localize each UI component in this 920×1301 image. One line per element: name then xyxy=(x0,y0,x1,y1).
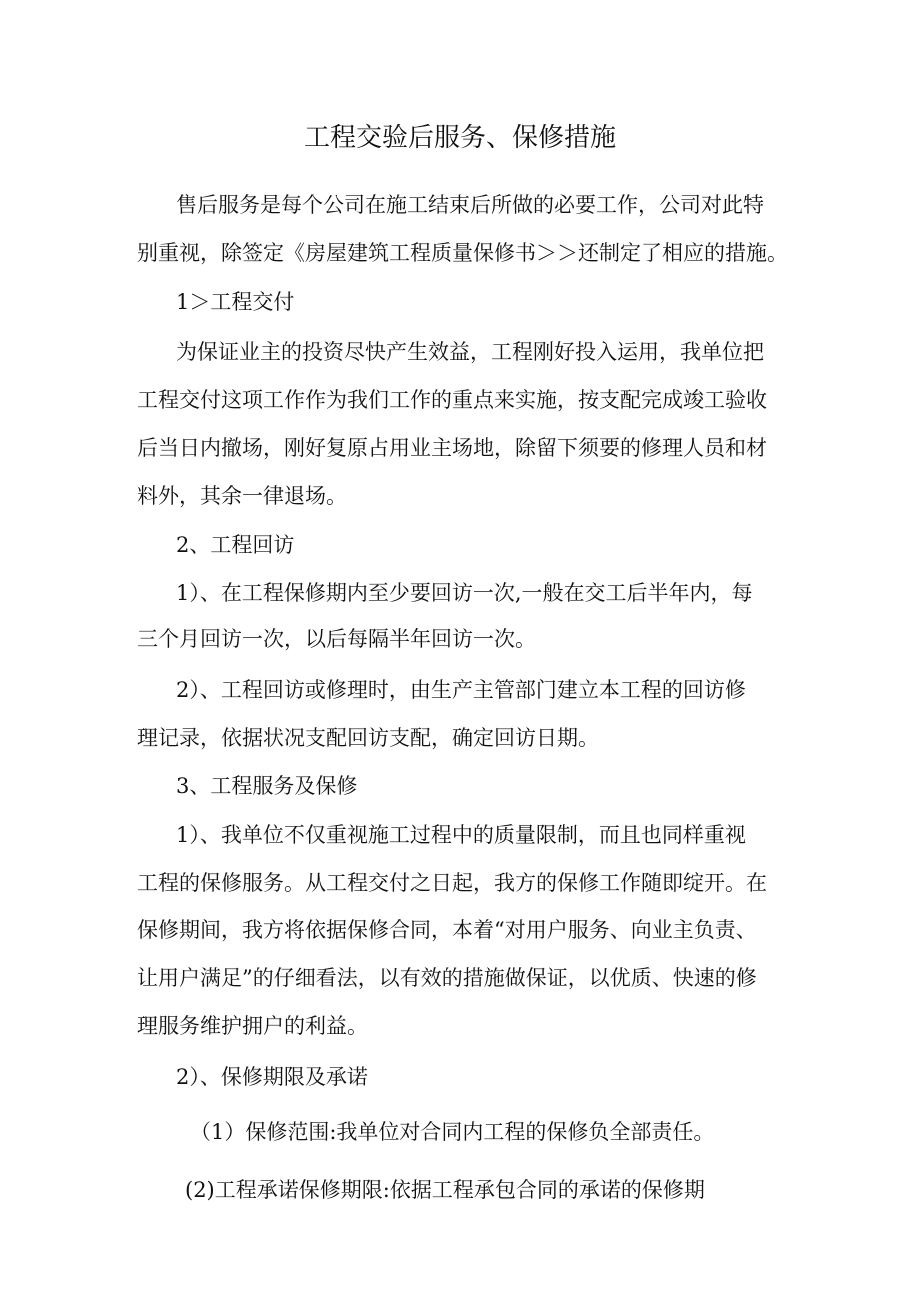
section-1-line-1: 为保证业主的投资尽快产生效益，工程刚好投入运用，我单位把 xyxy=(176,340,764,364)
section-3-item-1-line-2: 工程的保修服务。从工程交付之日起，我方的保修工作随即绽开。在 xyxy=(137,871,767,895)
intro-line-1: 售后服务是每个公司在施工结束后所做的必要工作，公司对此特 xyxy=(176,193,764,217)
section-3-heading: 3、工程服务及保修 xyxy=(176,774,358,798)
section-3-item-2-heading: 2）、保修期限及承诺 xyxy=(176,1065,368,1089)
section-1-heading: 1＞工程交付 xyxy=(176,290,295,314)
section-3-item-1-line-5: 理服务维护拥户的利益。 xyxy=(137,1014,368,1038)
section-2-item-1-line-2: 三个月回访一次，以后每隔半年回访一次。 xyxy=(137,627,536,651)
section-3-item-1-line-1: 1）、我单位不仅重视施工过程中的质量限制，而且也同样重视 xyxy=(176,823,746,847)
section-1-line-2: 工程交付这项工作作为我们工作的重点来实施，按支配完成竣工验收 xyxy=(137,388,767,412)
section-2-item-1-line-1: 1）、在工程保修期内至少要回访一次,一般在交工后半年内，每 xyxy=(176,581,753,605)
section-2-heading: 2、工程回访 xyxy=(176,533,295,557)
section-3-item-2-sub-1: （1）保修范围:我单位对合同内工程的保修负全部责任。 xyxy=(190,1120,715,1144)
section-1-line-3: 后当日内撤场，刚好复原占用业主场地，除留下须要的修理人员和材 xyxy=(137,436,767,460)
document-title: 工程交验后服务、保修措施 xyxy=(303,123,616,153)
section-3-item-1-line-3: 保修期间，我方将依据保修合同，本着“对用户服务、向业主负责、 xyxy=(137,918,757,942)
section-3-item-1-line-4: 让用户满足”的仔细看法，以有效的措施做保证，以优质、快速的修 xyxy=(137,966,757,990)
section-2-item-2-line-1: 2）、工程回访或修理时，由生产主管部门建立本工程的回访修 xyxy=(176,678,746,702)
intro-line-2: 别重视，除签定《房屋建筑工程质量保修书＞＞还制定了相应的措施。 xyxy=(137,241,788,265)
section-1-line-4: 料外，其余一律退场。 xyxy=(137,484,347,508)
section-2-item-2-line-2: 理记录，依据状况支配回访支配，确定回访日期。 xyxy=(137,726,599,750)
section-3-item-2-sub-2: (2)工程承诺保修期限:依据工程承包合同的承诺的保修期 xyxy=(185,1178,705,1202)
